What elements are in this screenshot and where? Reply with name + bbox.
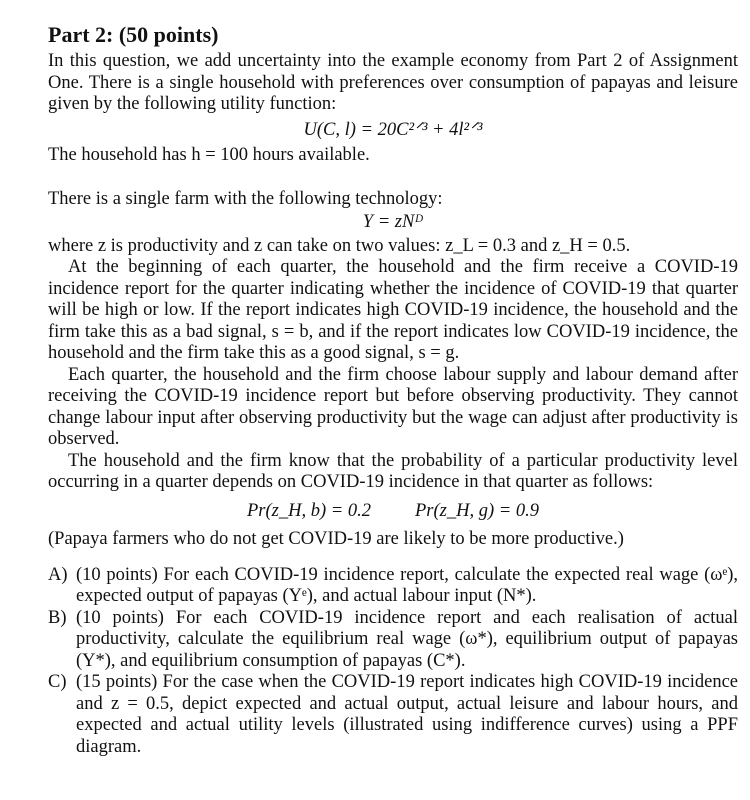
question-c: [48, 672, 738, 758]
report-paragraph: At the beginning of each quarter, the household and the firm receive a COVID-19 incidence report for the quarter indicating whether the incidence of COVID-19 that quarter will be high or low. If the report indicates high COVID-19 incidence, the household and the firm take this as a bad signal, s = b, and if the report indicates low COVID-19 incidence, the household and the firm take this as a good signal, s = g.: [48, 257, 738, 363]
hours-text: The household has h = 100 hours available.: [48, 145, 370, 165]
assignment-page: [48, 22, 738, 758]
utility-equation: U(C, l) = 20C²ᐟ³ + 4l²ᐟ³: [303, 119, 483, 140]
probability-paragraph: The household and the firm know that the probability of a particular productivity level occurring in a quarter depends on COVID-19 incidence in that quarter as follows:: [48, 450, 738, 492]
choice-paragraph: Each quarter, the household and the firm choose labour supply and labour demand after receiving the COVID-19 incidence report but before observing productivity. They cannot change labour input after observing productivity but the wage can adjust after productivity is observed.: [48, 364, 738, 449]
farm-intro: There is a single farm with the following technology:: [48, 188, 443, 209]
question-label: A): [48, 564, 68, 585]
question-label: B): [48, 607, 67, 628]
question-text: (15 points) For the case when the COVID-19 report indicates high COVID-19 incidence and z = 0.5, depict expected and actual output, actual leisure and labour hours, and expected and actual utility levels (illustrated using indifference curves) using a PPF diagram.: [76, 672, 738, 757]
question-a: [48, 565, 738, 608]
question-text: (10 points) For each COVID-19 incidence report and each realisation of actual productivity, calculate the equilibrium real wage (ω*), equilibrium output of papayas (Y*), and equilibrium consumption of papayas (C*).: [76, 607, 738, 671]
question-list: [48, 565, 738, 759]
question-text: (10 points) For each COVID-19 incidence report, calculate the expected real wage (ωᵉ), expected output of papayas (Yᵉ), and actual labour input (N*).: [76, 564, 738, 606]
note-text: (Papaya farmers who do not get COVID-19 are likely to be more productive.): [48, 529, 624, 549]
question-label: C): [48, 672, 67, 692]
probability-equations: [48, 501, 738, 523]
prob-bad-signal: Pr(z_H, b) = 0.2: [247, 500, 371, 521]
productivity-text: where z is productivity and z can take on two values: z_L = 0.3 and z_H = 0.5.: [48, 235, 631, 256]
technology-equation: Y = zNᴰ: [362, 212, 424, 232]
part-heading: Part 2: (50 points): [48, 22, 219, 47]
prob-good-signal: Pr(z_H, g) = 0.9: [415, 500, 539, 521]
intro-paragraph: In this question, we add uncertainty into the example economy from Part 2 of Assignment One. There is a single household with preferences over consumption of papayas and leisure given by the following utility function:: [48, 51, 738, 114]
question-b: [48, 608, 738, 673]
